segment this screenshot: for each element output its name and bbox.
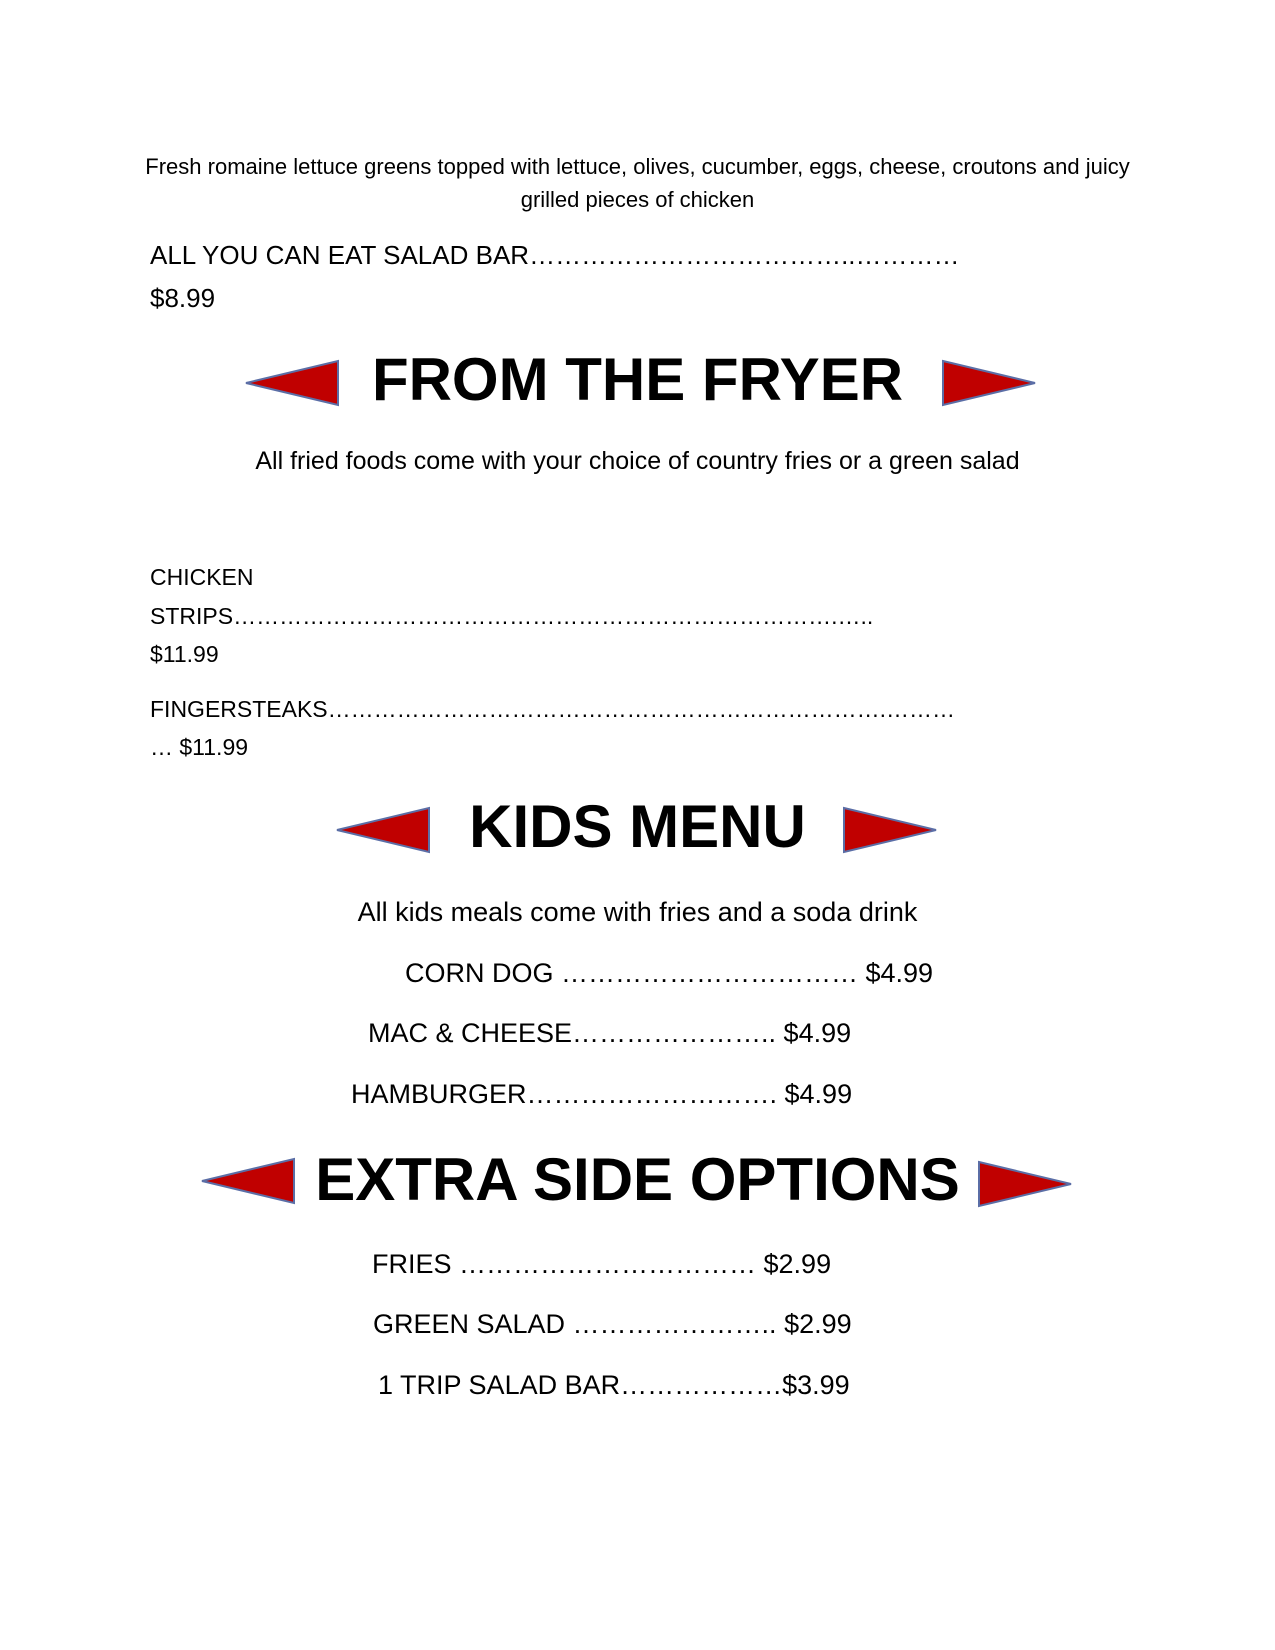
salad-description: Fresh romaine lettuce greens topped with lettuce, olives, cucumber, eggs, cheese, croutons and juicy grilled pieces of chicken [145,154,1130,212]
chicken-strips-line1: CHICKEN [150,564,254,590]
right-pointing-pennant-icon [842,806,938,854]
fryer-note: All fried foods come with your choice of country fries or a green salad [255,447,1020,475]
right-pointing-pennant-icon [977,1160,1073,1208]
fingersteaks-line2: … $11.99 [150,734,249,760]
sides-heading: EXTRA SIDE OPTIONS [315,1146,960,1213]
chicken-strips-line2: STRIPS…………………………………………………………………….….. [150,603,874,629]
kids-note: All kids meals come with fries and a soda drink [357,897,918,927]
kids-item-mac-cheese: MAC & CHEESE………………….. $4.99 [368,1018,852,1048]
side-item-green-salad: GREEN SALAD ………………….. $2.99 [373,1309,852,1339]
salad-bar-price: $8.99 [150,283,216,313]
chicken-strips-price: $11.99 [150,641,219,667]
side-item-fries: FRIES …………………………… $2.99 [372,1249,832,1279]
salad-bar-line: ALL YOU CAN EAT SALAD BAR………………………………..………… [150,240,960,270]
right-pointing-pennant-icon [941,359,1037,407]
side-item-salad-bar-trip: 1 TRIP SALAD BAR………………$3.99 [378,1370,850,1400]
kids-item-hamburger: HAMBURGER………………………. $4.99 [351,1079,853,1109]
fingersteaks-line1: FINGERSTEAKS……………………………………………………………….……… [150,696,956,722]
kids-item-corn-dog: CORN DOG …………………………… $4.99 [405,958,934,988]
kids-heading: KIDS MENU [469,793,806,860]
fryer-heading: FROM THE FRYER [371,346,904,413]
